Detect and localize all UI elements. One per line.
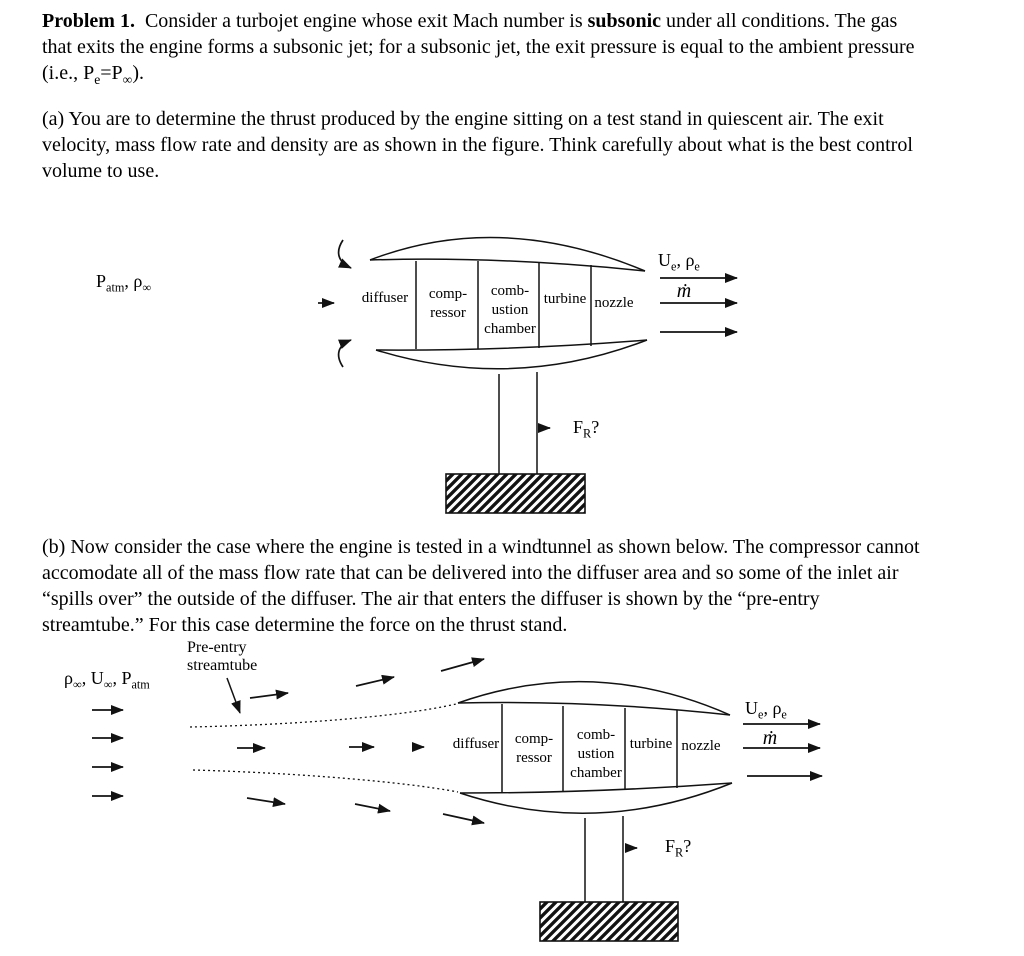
pre-entry-pointer-arrow <box>227 678 240 713</box>
figure1-stand <box>446 372 585 513</box>
spill-arrow-3 <box>441 659 484 671</box>
paragraph-part-a: (a) You are to determine the thrust produced by the engine sitting on a test stand in quiescent air. The exit velocity, mass flow rate and density are as shown in the figure. Think carefully about what is the best control volume to use. <box>42 108 913 182</box>
engine2-bottom-cowl-outer <box>460 783 732 813</box>
fig2-exit-label: $U_e$, $\rho_e$ <box>745 698 787 722</box>
figure2-stand <box>540 816 678 941</box>
fig2-mass-flow-label: ṁ <box>762 727 778 749</box>
fig1-exit-label: $U_e$, $\rho_e$ <box>658 250 700 274</box>
engine1-top-cowl-outer <box>370 237 645 271</box>
fig1-force-label: $F_R$? <box>573 417 600 441</box>
figure2-streamtube <box>190 678 458 792</box>
fig2-diffuser-label: diffuser <box>452 736 500 752</box>
streamtube-lower-dotted <box>193 770 458 792</box>
paragraph-part-b: (b) Now consider the case where the engine is tested in a windtunnel as shown below. The compressor cannot accomodate all of the mass flow rate that can be delivered into the diffuser area and so some of the inlet air “spills over” the outside of the diffuser. The air that enters the diffuser is shown by the “pre-entry streamtube.” For this case determine the force on the thrust stand. <box>42 536 920 636</box>
under-arrow-3 <box>443 814 484 823</box>
under-arrow-1 <box>247 798 285 804</box>
streamtube-upper-dotted <box>190 704 456 727</box>
fig2-force-label: $F_R$? <box>665 836 692 860</box>
fig2-nozzle-label: nozzle <box>681 738 721 754</box>
spill-arrow-2 <box>356 677 394 686</box>
under-arrow-2 <box>355 804 390 811</box>
spill-arrow-1 <box>250 693 288 698</box>
fig2-combustion-label: comb- ustion chamber <box>570 727 622 781</box>
fig1-nozzle-label: nozzle <box>594 295 634 311</box>
fig1-compressor-label: comp- ressor <box>428 286 468 321</box>
fig1-mass-flow-label: ṁ <box>676 280 692 302</box>
fig2-compressor-label: comp- ressor <box>514 731 554 766</box>
engine2-bottom-cowl-inner <box>460 783 732 793</box>
engine1-top-cowl-inner <box>370 259 645 271</box>
inlet-curved-arrow-top <box>339 240 351 268</box>
ground-block-2 <box>540 902 678 941</box>
fig1-diffuser-label: diffuser <box>361 290 409 306</box>
engine2-top-cowl-inner <box>458 703 730 716</box>
inlet-curved-arrow-bottom <box>339 340 351 367</box>
fig2-turbine-label: turbine <box>629 736 673 752</box>
fig2-pre-entry-label: Pre-entry streamtube <box>187 639 258 674</box>
fig1-combustion-label: comb- ustion chamber <box>484 283 536 337</box>
engine2-top-cowl-outer <box>458 682 730 715</box>
ground-block <box>446 474 585 513</box>
fig1-ambient-label: $P_{atm}$, $\rho_\infty$ <box>96 271 152 295</box>
paragraph-problem-1: Problem 1. Consider a turbojet engine whose exit Mach number is subsonic under all conditions. The gas that exits the engine forms a subsonic jet; for a subsonic jet, the exit pressure is equal to the ambient pressure (i.e., $P_e=P_\infty$). <box>42 10 915 87</box>
fig1-turbine-label: turbine <box>543 291 587 307</box>
fig2-freestream-label: $\rho_\infty$, $U_\infty$, $P_{atm}$ <box>64 668 150 692</box>
